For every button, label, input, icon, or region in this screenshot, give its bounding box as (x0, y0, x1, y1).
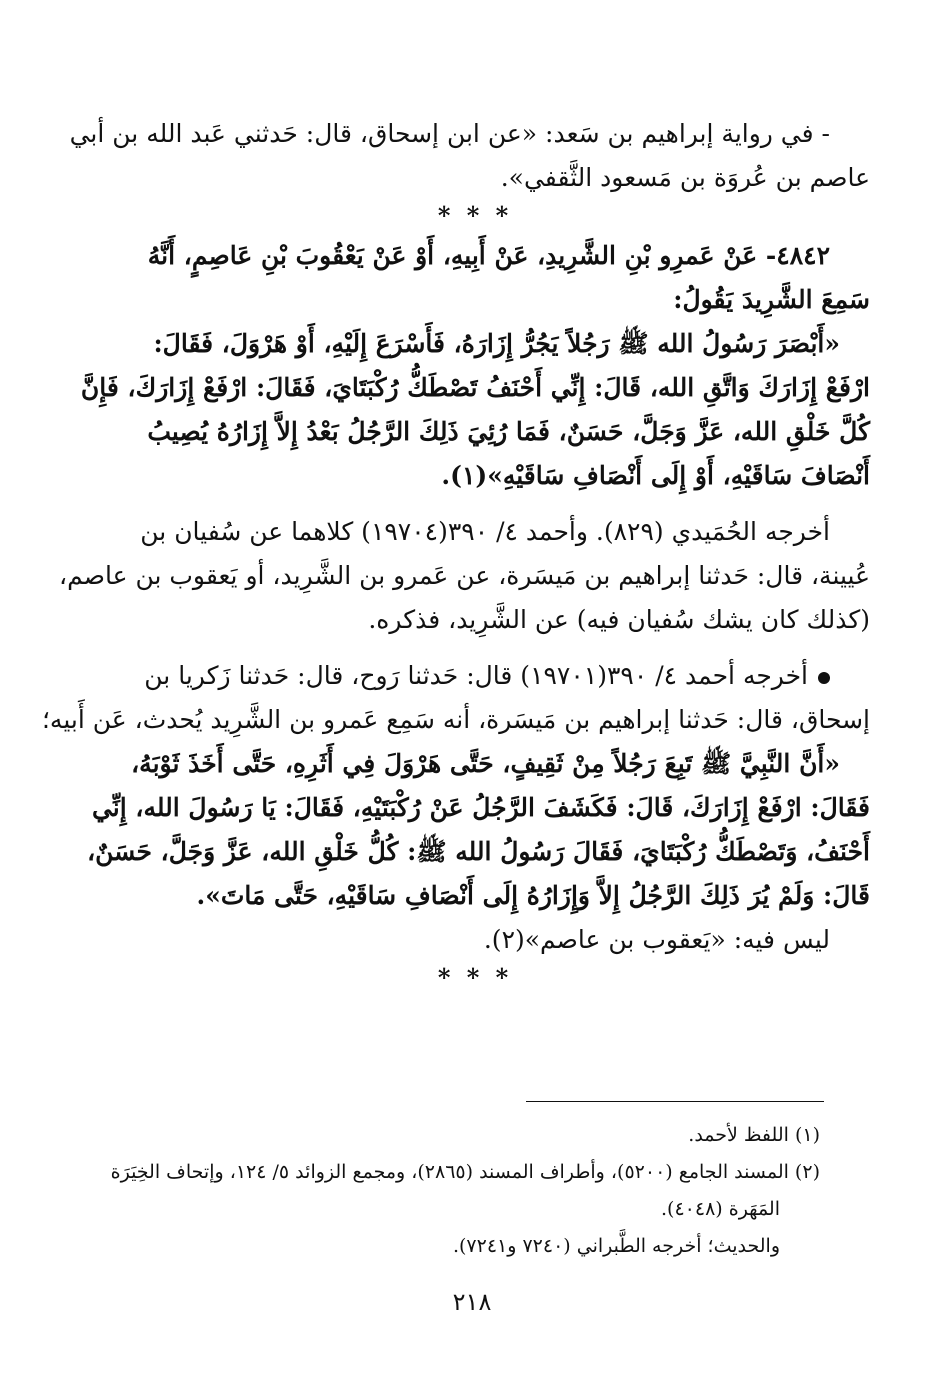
section-separator: * * * (437, 201, 513, 230)
intro-paragraph (69, 112, 870, 200)
hadith-text-line: ارْفَعْ إِزَارَكَ وَاتَّقِ الله، قَالَ: إِنِّي أَحْنَفُ تَصْطَكُّ رُكْبَتَايَ، فَقَالَ: ارْفَعْ إِزَارَكَ، فَإِنَّ (80, 373, 870, 402)
hadith-quote-line: «أَنَّ النَّبِيَّ ﷺ تَبِعَ رَجُلاً مِنْ ثَقِيفٍ، حَتَّى هَرْوَلَ فِي أَثَرِهِ، حَتَّى أَخَذَ ثَوْبَهُ، (131, 749, 840, 778)
hadith-heading-line: ٤٨٤٢- عَنْ عَمرِو بْنِ الشَّرِيدِ، عَنْ أَبِيهِ، أَوْ عَنْ يَعْقُوبَ بْنِ عَاصِمٍ، أَنَّهُ (147, 241, 830, 270)
footnote-line: (٢) المسند الجامع (٥٢٠٠)، وأطراف المسند (٢٨٦٥)، ومجمع الزوائد ٥/ ١٢٤، وإتحاف الخِيَرَة (110, 1161, 820, 1183)
hadith-quote-line: أَحْنَفُ، وَتَصْطَكُّ رُكْبَتَايَ، فَقَالَ رَسُولُ الله ﷺ: كُلُّ خَلْقِ الله، عَزَّ وَجَلَّ، حَسَنٌ، (87, 837, 870, 866)
footnotes (80, 1117, 820, 1265)
footnote-line: (١) اللفظ لأحمد. (688, 1124, 820, 1146)
hadith-text-line: كُلَّ خَلْقِ الله، عَزَّ وَجَلَّ، حَسَنٌ، فَمَا رُئِيَ ذَلِكَ الرَّجُلُ بَعْدُ إِلاَّ إِزَارُهُ يُصِيبُ (147, 417, 870, 446)
page-body (41, 112, 870, 996)
footnote-divider (526, 1101, 824, 1102)
takhrij-line: (كذلك كان يشك سُفيان فيه) عن الشَّرِيد، فذكره. (368, 605, 870, 634)
hadith-text-line: «أَبْصَرَ رَسُولُ الله ﷺ رَجُلاً يَجُرُّ إِزَارَهُ، فَأَسْرَعَ إِلَيْهِ، أَوْ هَرْوَلَ، فَقَالَ: (153, 329, 840, 358)
hadith-quote-line: قَالَ: وَلَمْ يُرَ ذَلِكَ الرَّجُلُ إِلاَّ وَإِزَارُهُ إِلَى أَنْصَافِ سَاقَيْهِ، حَتَّى مَاتَ». (196, 881, 870, 910)
page-number: ٢١٨ (452, 1288, 492, 1316)
takhrij-paragraph-1 (59, 510, 870, 642)
takhrij-paragraph-2 (41, 654, 870, 962)
footnote-line: المَهَرة (٤٠٤٨). (661, 1198, 780, 1220)
takhrij-bullet-line (80, 654, 870, 698)
footnote-line: والحديث؛ أخرجه الطَّبراني (٧٢٤٠ و٧٢٤١). (452, 1235, 780, 1257)
section-separator: * * * (437, 963, 513, 992)
hadith-4842 (80, 234, 870, 498)
takhrij-line: إسحاق، قال: حَدثنا إبراهيم بن مَيسَرة، أنه سَمِع عَمرو بن الشَّرِيد يُحدث، عَن أَبيه؛ (41, 705, 870, 734)
hadith-quote-line: فَقَالَ: ارْفَعْ إِزَارَكَ، قَالَ: فَكَشَفَ الرَّجُلُ عَنْ رُكْبَتَيْهِ، فَقَالَ: يَا رَسُولَ الله، إِنِّي (91, 793, 870, 822)
hadith-text-line: أَنْصَافَ سَاقَيْهِ، أَوْ إِلَى أَنْصَافِ سَاقَيْهِ»(١). (441, 461, 870, 490)
intro-line: عاصم بن عُروَة بن مَسعود الثَّقفي». (500, 163, 870, 192)
takhrij-note: ليس فيه: «يَعقوب بن عاصم»(٢). (483, 925, 830, 954)
takhrij-line: أخرجه أحمد ٤/ ٣٩٠(١٩٧٠١) قال: حَدثنا رَوح، قال: حَدثنا زَكريا بن (144, 661, 808, 690)
bullet-icon (818, 672, 830, 684)
hadith-heading-line: سَمِعَ الشَّرِيدَ يَقُولُ: (673, 285, 870, 314)
takhrij-line: أخرجه الحُمَيدي (٨٢٩). وأحمد ٤/ ٣٩٠(١٩٧٠٤) كلاهما عن سُفيان بن (140, 517, 830, 546)
intro-line: - في رواية إبراهيم بن سَعد: «عن ابن إسحاق، قال: حَدثني عَبد الله بن أبي (69, 119, 830, 148)
takhrij-line: عُيينة، قال: حَدثنا إبراهيم بن مَيسَرة، عن عَمرو بن الشَّرِيد، أو يَعقوب بن عاصم، (59, 561, 870, 590)
